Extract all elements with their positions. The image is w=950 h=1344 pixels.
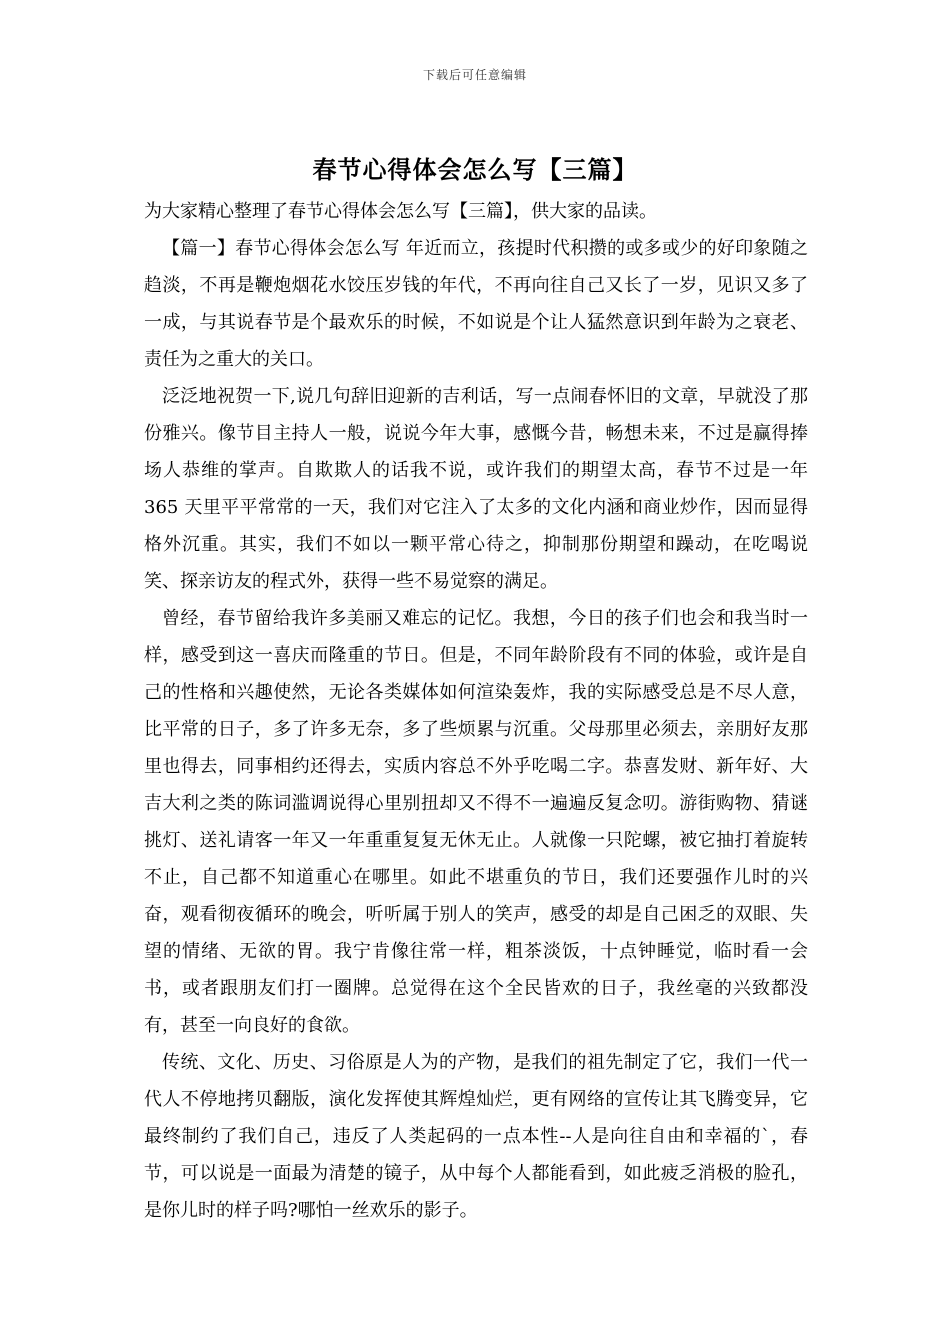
paragraph-1: 【篇一】春节心得体会怎么写 年近而立，孩提时代积攒的或多或少的好印象随之趋淡，不再是鞭炮烟花水饺压岁钱的年代，不再向往自己又长了一岁，见识又多了一成，与其说春节是个最欢乐的时候，不如说是个让人猛然意识到年龄为之衰老、责任为之重大的关口。 xyxy=(144,238,808,370)
document-body xyxy=(144,193,808,1229)
paragraph-4: 传统、文化、历史、习俗原是人为的产物，是我们的祖先制定了它，我们一代一代人不停地拷贝翻版，演化发挥使其辉煌灿烂，更有网络的宣传让其飞腾变异，它最终制约了我们自己，违反了人类起码的一点本性--人是向往自由和幸福的`，春节，可以说是一面最为清楚的镜子，从中每个人都能看到，如此疲乏消极的脸孔，是你儿时的样子吗?哪怕一丝欢乐的影子。 xyxy=(144,1052,808,1221)
paragraph-3: 曾经，春节留给我许多美丽又难忘的记忆。我想，今日的孩子们也会和我当时一样，感受到这一喜庆而隆重的节日。但是，不同年龄阶段有不同的体验，或许是自己的性格和兴趣使然，无论各类媒体如何渲染轰炸，我的实际感受总是不尽人意，比平常的日子，多了许多无奈，多了些烦累与沉重。父母那里必须去，亲朋好友那里也得去，同事相约还得去，实质内容总不外乎吃喝二字。恭喜发财、新年好、大吉大利之类的陈词滥调说得心里别扭却又不得不一遍遍反复念叨。游街购物、猜谜挑灯、送礼请客一年又一年重重复复无休无止。人就像一只陀螺，被它抽打着旋转不止，自己都不知道重心在哪里。如此不堪重负的节日，我们还要强作儿时的兴奋，观看彻夜循环的晚会，听听属于别人的笑声，感受的却是自己困乏的双眼、失望的情绪、无欲的胃。我宁肯像往常一样，粗茶淡饭，十点钟睡觉，临时看一会书，或者跟朋友们打一圈牌。总觉得在这个全民皆欢的日子，我丝毫的兴致都没有，甚至一向良好的食欲。 xyxy=(144,608,808,1036)
paragraph-2: 泛泛地祝贺一下,说几句辞旧迎新的吉利话，写一点闹春怀旧的文章，早就没了那份雅兴。像节目主持人一般，说说今年大事，感慨今昔，畅想未来，不过是赢得捧场人恭维的掌声。自欺欺人的话我不说，或许我们的期望太高，春节不过是一年 365 天里平平常常的一天，我们对它注入了太多的文化内涵和商业炒作，因而显得格外沉重。其实，我们不如以一颗平常心待之，抑制那份期望和躁动，在吃喝说笑、探亲访友的程式外，获得一些不易觉察的满足。 xyxy=(144,386,808,592)
document-title: 春节心得体会怎么写【三篇】 xyxy=(312,155,638,184)
intro-paragraph: 为大家精心整理了春节心得体会怎么写【三篇】，供大家的品读。 xyxy=(144,201,657,222)
header-note: 下载后可任意编辑 xyxy=(422,68,527,82)
